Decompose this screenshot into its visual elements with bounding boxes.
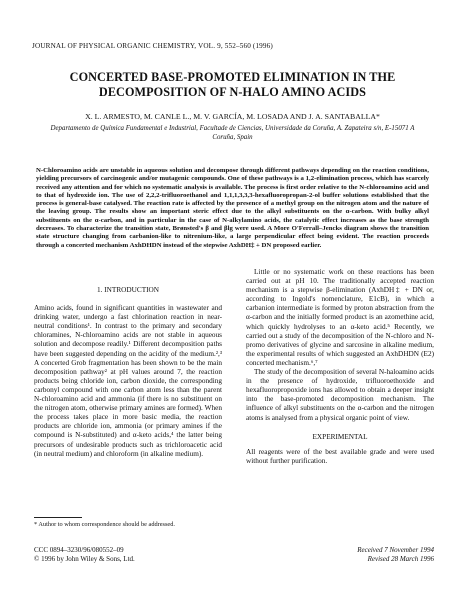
introduction-heading: 1. INTRODUCTION: [96, 286, 160, 294]
copyright-block: [34, 546, 234, 564]
experimental-paragraph: All reagents were of the best available grade and were used without further purification.: [246, 447, 434, 465]
affiliation-line-1: Departamento de Química Fundamental e Industrial, Facultade de Ciencias, Universidade da Coruña, A. Zapateira s/n, E-15071 A: [50, 125, 415, 132]
abstract: N-Chloroamino acids are unstable in aqueous solution and decompose through different pathways depending on the reaction conditions, yielding precursors of carcinogenic and/or mutagenic compounds. One of these pathways is a 1,2-elimination process, which has scarcely received any attention and for which no systematic analysis is available. The process is first order relative to the N-chloroamino acid and to that of hydroxide ion. The use of 2,2,2-trifluoroethanol and 1,1,1,3,3,3-hexafluoropropan-2-ol buffer solutions established that the process is general-base catalysed. The reaction rate is affected by the presence of a methyl group on the nitrogen atom and the nature of the leaving group. The results show an important steric effect due to the alkyl substituents on the α-carbon. With bulky alkyl substituents on the α-carbon, and in particular in the case of N-alkylamino acids, the catalytic effect increases as the base strength decreases. To characterize the transition state, Brønsted's β and βlg were used. A More O'Ferrall–Jencks diagram shows the transition state structure changing from carbanion-like to nitrenium-like, a large perpendicular effect being evident. The reaction proceeds through a concerted mechanism AxhDHDN instead of the stepwise AxhDH‡ + DN proposed earlier.: [36, 167, 429, 249]
revised-date: Revised 28 March 1996: [367, 555, 434, 563]
footnote: * Author to whom correspondence should be addressed.: [34, 521, 175, 528]
introduction-paragraph: Amino acids, found in significant quantities in wastewater and drinking water, undergo a fast chlorination reaction in near-neutral conditions¹. In contrast to the primary and secondary chloramines, N-chloroamino acids are not stable in aqueous solution and decompose readily.¹ Different decomposition paths have been suggested depending on the acidity of the medium.²,³ A concerted Grob fragmentation has been shown to be the main decomposition pathway² at pH values around 7, the reaction products being chloride ion, carbon dioxide, the corresponding carbonyl compound with one carbon atom less than the parent N-chloroamino acid and ammonia (if there is no substituent on the nitrogen atom, otherwise primary amines are formed). When the process takes place in more basic media, the reaction products are chloride ion, ammonia (or primary amines if the compound is N-substituted) and α-keto acids,⁴ the latter being precursors of undesirable products such as trichloroacetic acid (in neutral medium) and chloroform (in alkaline medium).: [34, 304, 222, 458]
left-column: [34, 286, 222, 459]
received-date: Received 7 November 1994: [357, 546, 434, 554]
right-paragraph-2: The study of the decomposition of several N-haloamino acids in the presence of hydroxide, trifluoroethoxide and hexafluoropropoxide ions has allowed to obtain a deeper insight into the base-promoted decomposition mechanism. The influence of alkyl substituents on the α-carbon and the nitrogen atoms is analysed from a physical organic point of view.: [246, 368, 434, 422]
title-line-2: DECOMPOSITION OF N-HALO AMINO ACIDS: [98, 84, 367, 99]
affiliation: [40, 124, 425, 142]
right-paragraph-1: Little or no systematic work on these reactions has been carried out at pH 10. The traditionally accepted reaction mechanism is a stepwise β-elimination (AxhDH‡ + DN or, according to Ingold's nomenclature, E1cB), in which a carbanion intermediate is formed by proton abstraction from the α-carbon and the initially formed product is an azomethine acid, which quickly hydrolyses to an α-keto acid.⁵ Recently, we carried out a study of the decomposition of the N-chloro and N-promo derivatives of glycine and sarcosine in alkaline medium, the experimental results of which suggested an AxhDHDN (E2) concerted mechanism.⁶,⁷: [246, 268, 434, 367]
journal-header: JOURNAL OF PHYSICAL ORGANIC CHEMISTRY, VOL. 9, 552–560 (1996): [32, 42, 273, 50]
affiliation-line-2: Coruña, Spain: [212, 134, 253, 141]
received-dates: [246, 546, 434, 564]
ccc-code: CCC 0894–3230/96/080552–09: [34, 546, 124, 554]
copyright-notice: © 1996 by John Wiley & Sons, Ltd.: [34, 555, 135, 563]
author-list: X. L. ARMESTO, M. CANLE L., M. V. GARCÍA, M. LOSADA AND J. A. SANTABALLA*: [85, 112, 380, 121]
footnote-rule: [34, 517, 82, 518]
experimental-heading: EXPERIMENTAL: [312, 432, 368, 441]
article-title: [40, 70, 425, 99]
title-line-1: CONCERTED BASE-PROMOTED ELIMINATION IN THE: [69, 70, 396, 84]
right-column: [246, 268, 434, 466]
